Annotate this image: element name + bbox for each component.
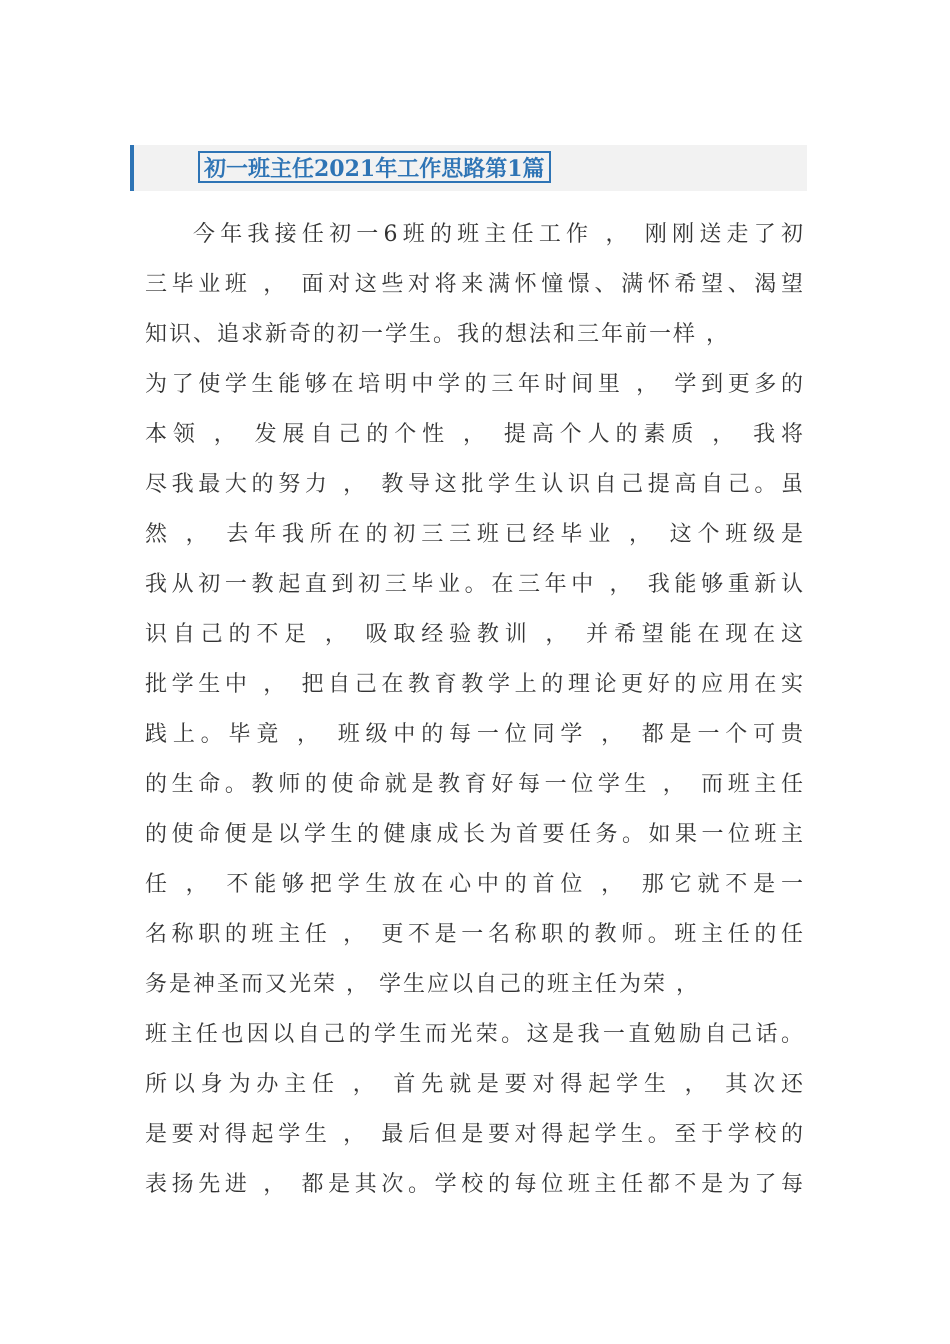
body-line: 所以身为办主任 ， 首先就是要对得起学生 ， 其次还 [145, 1072, 805, 1097]
title-accent-bar [130, 145, 134, 191]
body-line: 批学生中 ， 把自己在教育教学上的理论更好的应用在实 [145, 672, 805, 697]
body-line: 务是神圣而又光荣 ， 学生应以自己的班主任为荣 ， [145, 972, 700, 997]
title-box [198, 151, 551, 183]
document-title: 初一班主任2021年工作思路第1篇 [204, 155, 545, 182]
body-line: 三毕业班 ， 面对这些对将来满怀憧憬、满怀希望、渴望 [145, 272, 805, 297]
body-line: 的使命便是以学生的健康成长为首要任务。如果一位班主 [145, 822, 805, 847]
title-bar [130, 145, 807, 191]
body-line: 名称职的班主任 ， 更不是一名称职的教师。班主任的任 [145, 922, 805, 947]
body-line: 识自己的不足 ， 吸取经验教训 ， 并希望能在现在这 [145, 622, 805, 647]
body-line: 今年我接任初一6班的班主任工作 ， 刚刚送走了初 [193, 222, 805, 247]
body-line: 是要对得起学生 ， 最后但是要对得起学生。至于学校的 [145, 1122, 805, 1147]
body-line: 为了使学生能够在培明中学的三年时间里 ， 学到更多的 [145, 372, 805, 397]
body-line: 的生命。教师的使命就是教育好每一位学生 ， 而班主任 [145, 772, 805, 797]
body-line: 表扬先进 ， 都是其次。学校的每位班主任都不是为了每 [145, 1172, 805, 1197]
body-line: 我从初一教起直到初三毕业。在三年中 ， 我能够重新认 [145, 572, 805, 597]
body-line: 践上。毕竟 ， 班级中的每一位同学 ， 都是一个可贵 [145, 722, 805, 747]
body-line: 然 ， 去年我所在的初三三班已经毕业 ， 这个班级是 [145, 522, 805, 547]
body-line: 班主任也因以自己的学生而光荣。这是我一直勉励自己话。 [145, 1022, 805, 1047]
body-line: 本领 ， 发展自己的个性 ， 提高个人的素质 ， 我将 [145, 422, 805, 447]
body-line: 任 ， 不能够把学生放在心中的首位 ， 那它就不是一 [145, 872, 805, 897]
body-line: 尽我最大的努力 ， 教导这批学生认识自己提高自己。虽 [145, 472, 805, 497]
body-text [145, 210, 805, 1210]
body-line: 知识、追求新奇的初一学生。我的想法和三年前一样 ， [145, 322, 730, 347]
